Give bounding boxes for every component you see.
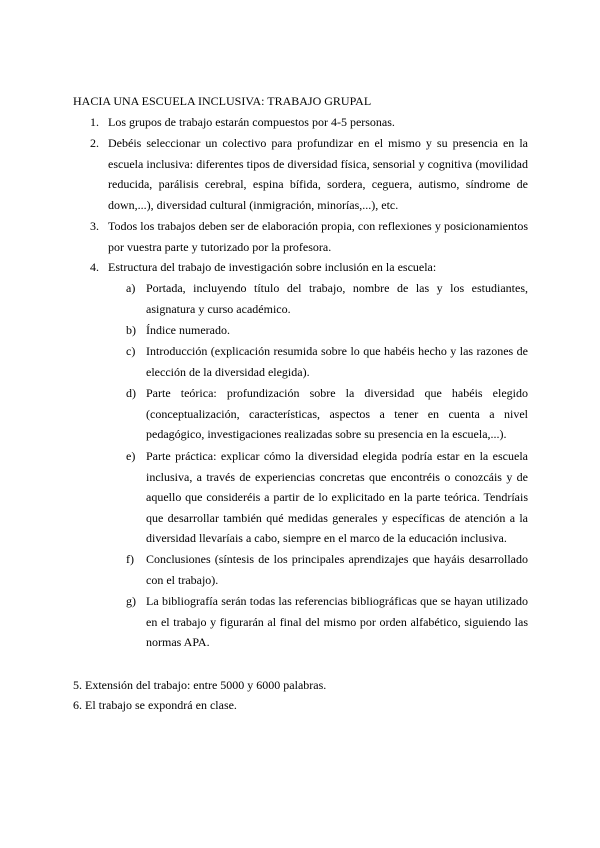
- sub-list-item: [126, 591, 528, 653]
- sub-list-item: [126, 383, 528, 445]
- list-item-text: Estructura del trabajo de investigación sobre inclusión en la escuela:: [108, 260, 437, 274]
- list-marker: 1.: [90, 115, 99, 129]
- sub-list-marker: e): [126, 449, 136, 463]
- list-item-text: Debéis seleccionar un colectivo para profundizar en el mismo y su presencia en la escuela inclusiva: diferentes tipos de diversidad física, sensorial y cognitiva (movilidad reducida, parálisis cerebral, espina bífida, sordera, ceguera, autismo, síndrome de down,...), diversidad cultural (inmigración, minorías,...), etc.: [108, 136, 528, 212]
- sub-list-item-text: Portada, incluyendo título del trabajo, nombre de las y los estudiantes, asignatura y curso académico.: [146, 281, 528, 316]
- sub-list-item-text: Parte práctica: explicar cómo la diversidad elegida podría estar en la escuela inclusiva, a través de experiencias concretas que encontréis o conozcáis y de aquello que consideréis a partir de lo explicitado en la parte teórica. Tendríais que desarrollar también qué medidas generales y específicas de atención a la diversidad llevaríais a cabo, siempre en el marco de la educación inclusiva.: [146, 449, 528, 545]
- sub-list-marker: g): [126, 594, 136, 608]
- list-item: [90, 257, 528, 278]
- sub-list-item: [126, 278, 528, 319]
- sub-list-item-text: Índice numerado.: [146, 323, 230, 337]
- list-item: [90, 216, 528, 257]
- list-item: [90, 112, 528, 133]
- sub-list-item: [126, 549, 528, 590]
- sub-list-item: [126, 320, 528, 341]
- list-marker: 4.: [90, 260, 99, 274]
- list-item-text: Los grupos de trabajo estarán compuestos por 4-5 personas.: [108, 115, 395, 129]
- sub-list-marker: b): [126, 323, 136, 337]
- list-marker: 2.: [90, 136, 99, 150]
- sub-list-item-text: Parte teórica: profundización sobre la diversidad que habéis elegido (conceptualización, características, aspectos a tener en cuenta a nivel pedagógico, investigaciones realizadas sobre su presencia en la escuela,...).: [146, 386, 528, 441]
- sub-list-marker: c): [126, 344, 136, 358]
- sub-list-item: [126, 341, 528, 382]
- sub-list-item-text: La bibliografía serán todas las referencias bibliográficas que se hayan utilizado en el trabajo y figurarán al final del mismo por orden alfabético, siguiendo las normas APA.: [146, 594, 528, 649]
- extension-note: 5. Extensión del trabajo: entre 5000 y 6000 palabras.: [73, 678, 327, 692]
- list-marker: 3.: [90, 219, 99, 233]
- list-item-text: Todos los trabajos deben ser de elaboración propia, con reflexiones y posicionamientos por vuestra parte y tutorizado por la profesora.: [108, 219, 528, 254]
- sub-list-marker: f): [126, 552, 134, 566]
- sub-list-item-text: Conclusiones (síntesis de los principales aprendizajes que hayáis desarrollado con el trabajo).: [146, 552, 528, 587]
- sub-list-marker: a): [126, 281, 136, 295]
- document-title: HACIA UNA ESCUELA INCLUSIVA: TRABAJO GRUPAL: [73, 94, 372, 108]
- list-item: [90, 133, 528, 215]
- sub-list-item: [126, 446, 528, 549]
- sub-list-item-text: Introducción (explicación resumida sobre lo que habéis hecho y las razones de elección de la diversidad elegida).: [146, 344, 528, 379]
- sub-list-marker: d): [126, 386, 136, 400]
- presentation-note: 6. El trabajo se expondrá en clase.: [73, 698, 237, 712]
